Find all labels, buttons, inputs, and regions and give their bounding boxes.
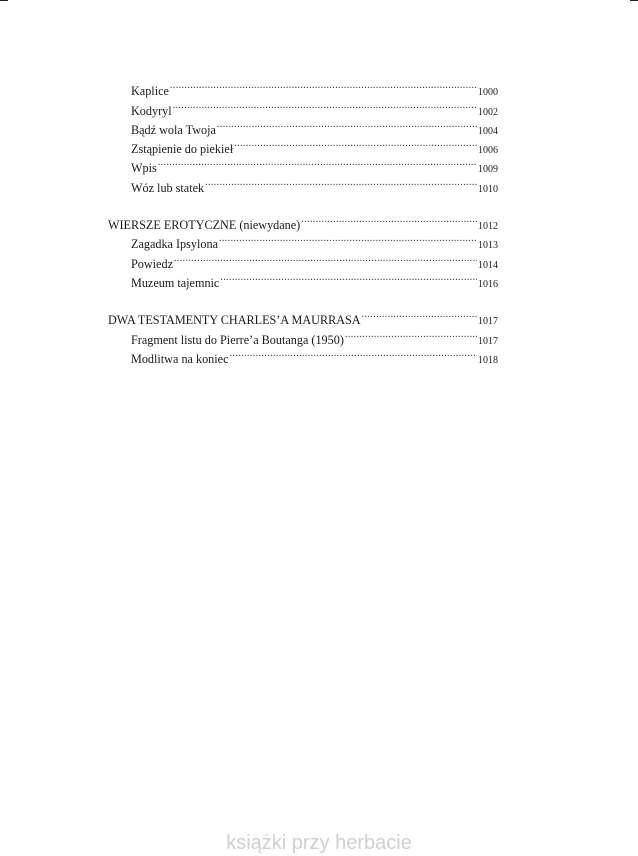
crop-mark-right xyxy=(630,0,638,1)
toc-entry-title: Zagadka Ipsylona xyxy=(131,237,218,252)
toc-entry-title: DWA TESTAMENTY CHARLES’A MAURRASA xyxy=(108,313,361,328)
toc-entry xyxy=(108,172,498,195)
toc-entry-title: Bądź wola Twoja xyxy=(131,122,216,137)
toc-entry-heading xyxy=(108,210,498,233)
dot-leader xyxy=(205,172,477,191)
toc-entry-page: 1017 xyxy=(478,316,498,328)
dot-leader xyxy=(219,229,477,248)
toc-entry-title: Wóz lub statek xyxy=(131,180,205,195)
toc-entry-page: 1014 xyxy=(478,259,498,271)
toc-entry xyxy=(108,76,498,99)
toc-entry-title: Modlitwa na koniec xyxy=(131,351,229,366)
toc-entry-page: 1016 xyxy=(478,278,498,290)
toc-entry-page: 1012 xyxy=(478,221,498,233)
toc-section xyxy=(108,210,498,290)
dot-leader xyxy=(362,305,477,324)
toc-entry-title: Kaplice xyxy=(131,84,169,99)
toc-section xyxy=(108,305,498,366)
toc-entry-page: 1017 xyxy=(478,335,498,347)
toc-entry-page: 1000 xyxy=(478,87,498,99)
toc-entry-page: 1010 xyxy=(478,183,498,195)
dot-leader xyxy=(217,115,477,134)
table-of-contents xyxy=(108,76,498,381)
dot-leader xyxy=(158,153,477,172)
toc-entry xyxy=(108,153,498,176)
dot-leader xyxy=(173,95,477,114)
toc-section xyxy=(108,76,498,195)
toc-entry-page: 1006 xyxy=(478,145,498,157)
dot-leader xyxy=(345,324,477,343)
toc-entry-title: Wpis xyxy=(131,161,157,176)
toc-entry-title: Kodyryl xyxy=(131,103,172,118)
dot-leader xyxy=(234,134,477,153)
toc-entry-page: 1002 xyxy=(478,106,498,118)
toc-entry-title: Powiedz xyxy=(131,256,173,271)
toc-entry-title: Zstąpienie do piekieł xyxy=(131,142,234,157)
toc-entry-page: 1013 xyxy=(478,240,498,252)
dot-leader xyxy=(301,210,477,229)
crop-mark-left xyxy=(0,0,8,1)
dot-leader xyxy=(170,76,477,95)
toc-entry-title: WIERSZE EROTYCZNE (niewydane) xyxy=(108,218,301,233)
footer-watermark: książki przy herbacie xyxy=(226,832,412,854)
toc-entry-title: Fragment listu do Pierre’a Boutanga (1950) xyxy=(131,332,344,347)
dot-leader xyxy=(229,344,477,363)
dot-leader xyxy=(220,268,477,287)
toc-entry-heading xyxy=(108,305,498,328)
toc-entry-page: 1009 xyxy=(478,164,498,176)
toc-entry-page: 1004 xyxy=(478,125,498,137)
dot-leader xyxy=(174,248,477,267)
toc-entry-page: 1018 xyxy=(478,354,498,366)
toc-entry-title: Muzeum tajemnic xyxy=(131,275,220,290)
